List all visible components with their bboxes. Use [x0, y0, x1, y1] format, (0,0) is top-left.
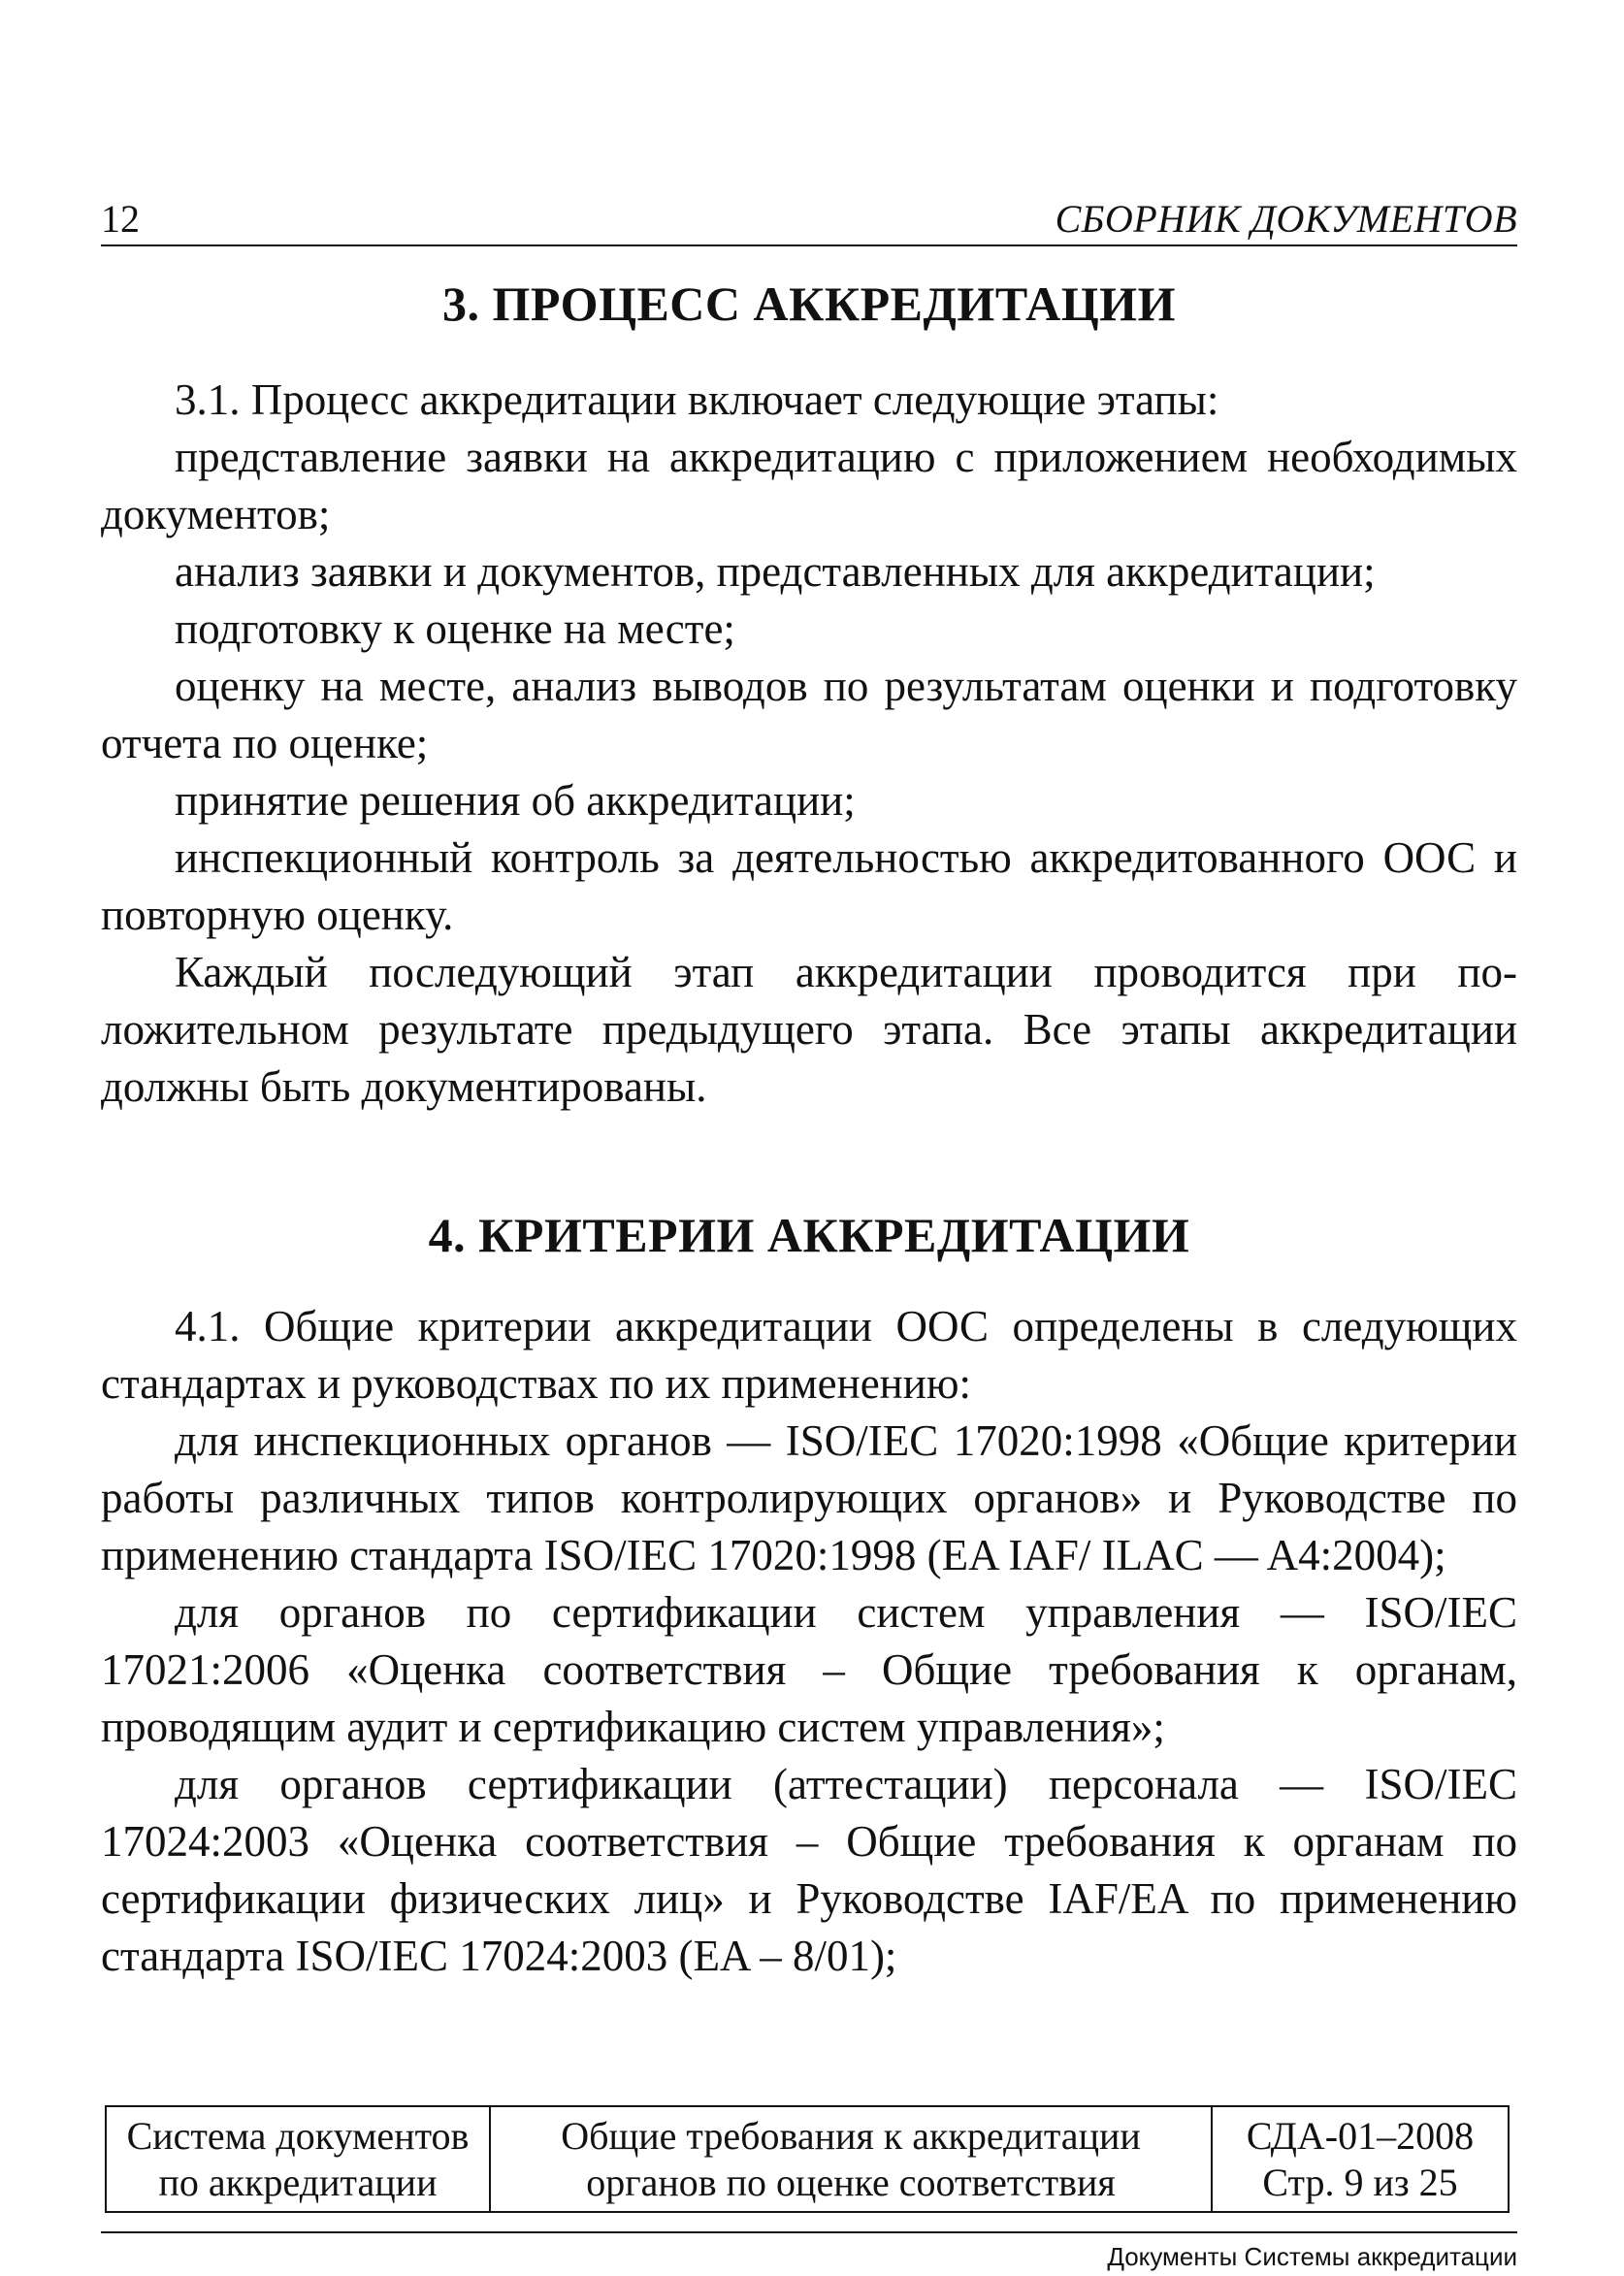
footer-caption: Документы Системы аккредитации — [1107, 2242, 1517, 2271]
stamp-title-line-1: Общие требования к аккредитации — [561, 2113, 1141, 2158]
section-3-body — [101, 372, 1517, 1116]
stamp-system-line-2: по аккредитации — [158, 2160, 438, 2204]
page-number: 12 — [101, 197, 140, 241]
paragraph-4-1-intro: 4.1. Общие критерии аккредитации ООС определены в следующих стандартах и руководствах по их применению: — [101, 1302, 1517, 1408]
document-stamp-table — [105, 2105, 1510, 2213]
paragraph-stage-analysis: анализ заявки и документов, представленных для аккредитации; — [175, 547, 1376, 596]
section-3-heading: 3. ПРОЦЕСС АККРЕДИТАЦИИ — [442, 276, 1176, 331]
paragraph-personnel-bodies: для органов сертификации (аттестации) персонала — ISO/IEC 17024:2003 «Оценка соответствия – Общие требования к органам по сертификации физических лиц» и Руководстве IAF/EA по применению стандарта ISO/IEC 17024:2003 (EA – 8/01); — [101, 1760, 1517, 1980]
stamp-title-line-2: органов по оценке соответствия — [586, 2160, 1116, 2204]
section-4-heading: 4. КРИТЕРИИ АККРЕДИТАЦИИ — [428, 1208, 1190, 1262]
paragraph-inspection-bodies: для инспекционных органов — ISO/IEC 17020:1998 «Общие критерии работы различных типов контролирующих органов» и Руководстве по применению стандарта ISO/IEC 17020:1998 (EA IAF/ ILAC — A4:2004); — [101, 1416, 1517, 1579]
stamp-page-indicator: Стр. 9 из 25 — [1262, 2160, 1458, 2204]
stamp-title-cell — [490, 2106, 1212, 2212]
paragraph-management-systems-bodies: для органов по сертификации систем управления — ISO/IEC 17021:2006 «Оценка соответствия – Общие требования к органам, проводящим аудит и сертификацию систем управления»; — [101, 1588, 1517, 1751]
footer-divider — [101, 2231, 1517, 2233]
paragraph-stage-decision: принятие решения об аккредитации; — [175, 776, 856, 825]
paragraph-stage-onsite-assessment: оценку на месте, анализ выводов по результатам оценки и подготовку отчета по оценке; — [101, 662, 1517, 767]
section-4-body — [101, 1298, 1517, 1985]
stamp-system-cell — [106, 2106, 490, 2212]
stamp-system-line-1: Система документов — [126, 2113, 470, 2158]
running-header — [101, 190, 1517, 246]
paragraph-stage-surveillance: инспекционный контроль за деятельностью аккредитованного ООС и повторную оценку. — [101, 833, 1517, 939]
collection-title: СБОРНИК ДОКУМЕНТОВ — [1055, 197, 1517, 241]
stamp-code-cell — [1212, 2106, 1509, 2212]
paragraph-stage-application: представление заявки на аккредитацию с приложением необходимых документов; — [101, 433, 1517, 538]
paragraph-3-1-intro: 3.1. Процесс аккредитации включает следующие этапы: — [175, 375, 1219, 424]
stamp-document-code: СДА-01–2008 — [1246, 2113, 1475, 2158]
paragraph-stage-sequence: Каждый последующий этап аккредитации проводится при положительном результате предыдущего этапа. Все этапы аккредитации должны быть документированы. — [101, 948, 1517, 1111]
stamp-row — [106, 2106, 1509, 2212]
paragraph-stage-preparation: подготовку к оценке на месте; — [175, 604, 735, 653]
